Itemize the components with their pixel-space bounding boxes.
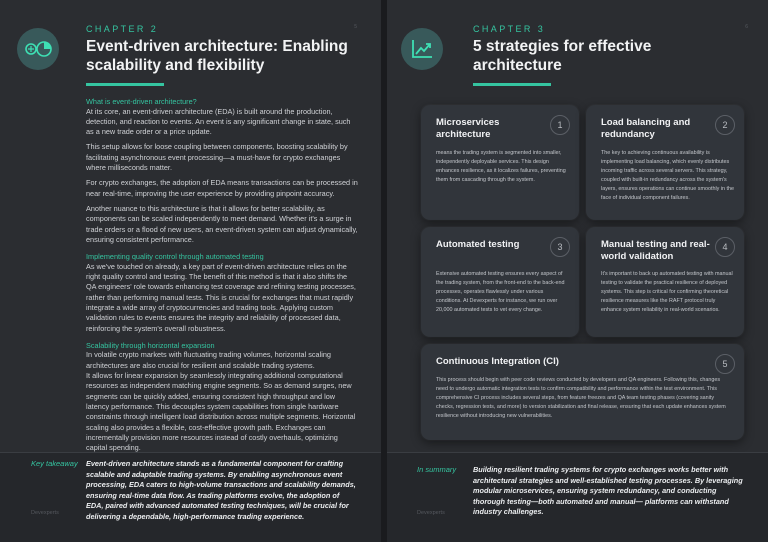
article-body [86, 98, 358, 458]
chapter-title: Event-driven architecture: Enabling scalability and flexibility [86, 38, 348, 74]
page-number: 5 [354, 24, 357, 30]
brand-name: Devexperts [417, 510, 445, 516]
card-text: This process should begin with peer code reviews conducted by developers and QA engineers. Following this, changes need to undergo automatic integration tests to confirm compatibility and performance within the test environment. This comprehensive CI process includes several steps, from feature freezes and QA team testing phases (covering sanity checks, regression tests, and more) to version stabilization and final release, ensuring that each update enhances system resilience without introducing new vulnerabilities. [436, 377, 726, 419]
paragraph: This setup allows for loose coupling between components, boosting scalability by facilitating asynchronous event processing—a must-have for crypto exchanges where milliseconds matter. [86, 142, 348, 173]
card-text: It's important to back up automated testing with manual testing to validate the practical resilience of deployed systems. This step is critical for confirming theoretical resilience measures like the RAFT protocol truly enhance system reliability in real-world scenarios. [601, 271, 733, 313]
paragraph: For crypto exchanges, the adoption of EDA means transactions can be processed in near real-time, improving the user experience by providing pinpoint accuracy. [86, 178, 358, 198]
strategy-card-3 [421, 227, 579, 337]
chapter-label: CHAPTER 2 [86, 24, 159, 34]
card-title: Automated testing [436, 239, 520, 250]
card-number: 2 [715, 115, 735, 135]
left-page [0, 0, 381, 542]
card-title: Continuous Integration (CI) [436, 356, 559, 367]
section-heading: What is event-driven architecture? [86, 97, 197, 106]
right-page [387, 0, 768, 542]
section-heading: Implementing quality control through automated testing [86, 252, 264, 262]
strategy-card-4 [586, 227, 744, 337]
card-number: 5 [715, 354, 735, 374]
event-nodes-icon [17, 28, 59, 70]
strategy-card-2 [586, 105, 744, 220]
card-number: 1 [550, 115, 570, 135]
page-number: 6 [745, 24, 748, 30]
card-title: Microservices architecture [436, 117, 500, 140]
chapter-title: 5 strategies for effective architecture [473, 38, 652, 74]
summary-label: In summary [417, 465, 457, 474]
card-title: Manual testing and real-world validation [601, 239, 710, 262]
growth-chart-icon [401, 28, 443, 70]
key-takeaway-label: Key takeaway [31, 459, 78, 468]
card-number: 3 [550, 237, 570, 257]
card-title: Load balancing and redundancy [601, 117, 691, 140]
card-number: 4 [715, 237, 735, 257]
card-text: Extensive automated testing ensures every aspect of the trading system, from the front-end to the back-end processes, operates flawlessly under various conditions. At Devexperts for instance, we run over 20,000 automated tests to vet every change. [436, 271, 565, 313]
strategy-card-1 [421, 105, 579, 220]
card-text: The key to achieving continuous availability is implementing load balancing, which evenly distributes incoming traffic across several servers. This strategy, coupled with built-in redundancy across the system's layers, ensures operations can continue smoothly in the face of individual component failures. [601, 150, 735, 201]
summary-text: Building resilient trading systems for crypto exchanges works better with architectural strategies and well-established testing processes. By leveraging modular microservices, ensuring system redundancy, and conducting thorough testing—both automated and manual— platforms can withstand industry challenges. [473, 465, 743, 516]
title-underline [86, 83, 164, 86]
section-heading: Scalability through horizontal expansion [86, 340, 215, 350]
paragraph: It allows for linear expansion by seamlessly integrating additional computational resources as independent matching engine segments. So as demand surges, new segments can be quickly added, ensuring consistent high throughput and low latency performance. This decouples system capabilities from single hardware constraints through intelligent load distribution across multiple segments. Horizontal scaling also provides a flexible, cost-effective growth path. Exchanges can incrementally provision more resources instead of costly overhauls, optimizing capital spending. [86, 371, 356, 453]
title-underline [473, 83, 551, 86]
key-takeaway-text: Event-driven architecture stands as a fundamental component for crafting scalable and adaptable trading systems. By enabling asynchronous event processing, EDA caters to high-volume transactions and scalability demands, ensuring real-time data flow. As trading platforms evolve, the adoption of EDA, paired with advanced automated testing techniques, will be crucial for delivering a dependable, high-performance trading experience. [86, 459, 356, 521]
paragraph: At its core, an event-driven architecture (EDA) is built around the production, detection, and reaction to events. An event is any significant change in state, such as a new trade order or a price update. [86, 106, 351, 137]
chapter-label: CHAPTER 3 [473, 24, 546, 34]
paragraph: Another nuance to this architecture is that it allows for better scalability, as components can be scaled independently to meet demand. Whether it's a surge in trade orders or a flood of new users, an event-driven system can adjust dynamically, ensuring consistent performance. [86, 203, 358, 244]
card-text: means the trading system is segmented into smaller, independently deployable services. This design enhances resilience, as it localizes failures, preventing them from cascading through the system. [436, 150, 566, 183]
brand-name: Devexperts [31, 510, 59, 516]
paragraph: In volatile crypto markets with fluctuating trading volumes, horizontal scaling architectures are also crucial for resilient and scalable trading systems. [86, 350, 331, 370]
paragraph: As we've touched on already, a key part of event-driven architecture relies on the right quality control and testing. The benefit of this method is that it also shifts the QA engineers' role towards enhancing test coverage and refining testing processes, rather than performing manual tests. This is crucial for exchanges that must rapidly integrate a wide array of cryptocurrencies and trading tools. Applying custom validation rules to events ensures the integrity and reliability of processed data, reinforcing the system's overall robustness. [86, 261, 356, 333]
strategy-card-5 [421, 344, 744, 440]
